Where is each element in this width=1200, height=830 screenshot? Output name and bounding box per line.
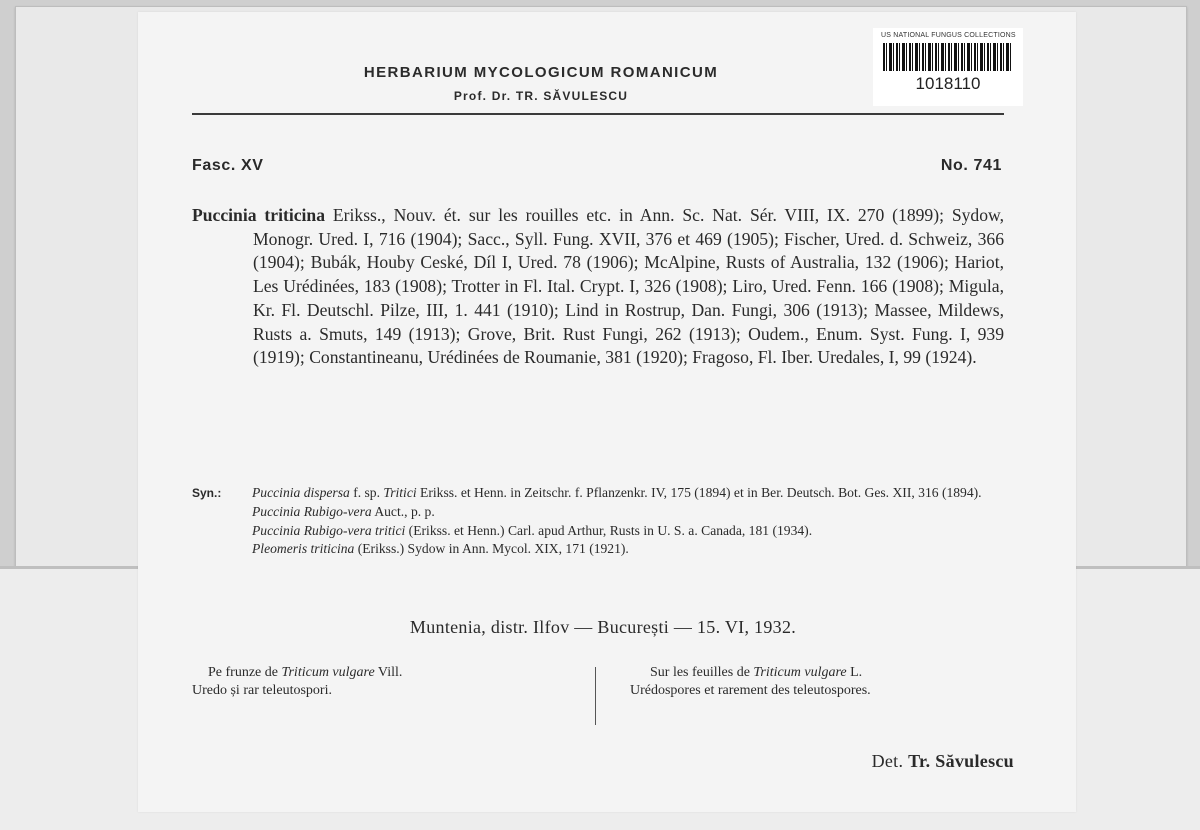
specimen-label <box>138 12 1076 812</box>
synonym-text: (Erikss.) Sydow in Ann. Mycol. XIX, 171 (1921). <box>354 541 629 557</box>
column-divider <box>595 667 596 725</box>
collection-locality: Muntenia, distr. Ilfov — București — 15. VI, 1932. <box>409 617 797 637</box>
synonym-entry <box>252 484 1004 503</box>
synonym-name: Pleomeris triticina <box>252 541 355 557</box>
host-post-ro: Vill. <box>374 665 403 680</box>
species-name: Puccinia triticina <box>192 205 325 225</box>
herbarium-subtitle: Prof. Dr. TR. SĂVULESCU <box>453 89 629 103</box>
spore-note-fr: Urédospores et rarement des teleutospores. <box>630 683 871 698</box>
synonym-text: (Erikss. et Henn.) Carl. apud Arthur, Rusts in U. S. a. Canada, 181 (1934). <box>405 522 813 538</box>
herbarium-title: HERBARIUM MYCOLOGICUM ROMANICUM <box>363 64 719 81</box>
citation-text: Erikss., Nouv. ét. sur les rouilles etc. in Ann. Sc. Nat. Sér. VIII, IX. 270 (1899); Sydow, Monogr. Ured. I, 716 (1904); Sacc., Syll. Fung. XVII, 376 et 469 (1905); Fischer, Ured. d. Schweiz, 366 (1904); Bubák, Houby Ceské, Díl I, Ured. 78 (1906); McAlpine, Rusts of Australia, 132 (1906); Hariot, Les Urédinées, 183 (1908); Trotter in Fl. Ital. Crypt. I, 326 (1908); Liro, Ured. Fenn. 166 (1908); Migula, Kr. Fl. Deutschl. Pilze, III, 1. 441 (1910); Lind in Rostrup, Dan. Fungi, 306 (1913); Massee, Mildews, Rusts a. Smuts, 149 (1913); Grove, Brit. Rust Fungi, 262 (1913); Oudem., Enum. Syst. Fung. I, 939 (1919); Constantineanu, Urédinées de Roumanie, 381 (1920); Fragoso, Fl. Iber. Uredales, I, 99 (1924). <box>253 205 1004 368</box>
spore-note-ro: Uredo și rar teleutospori. <box>192 683 332 698</box>
host-name-ro: Triticum vulgare <box>281 665 375 680</box>
host-line-fr <box>630 664 1016 682</box>
barcode-number: 1018110 <box>915 74 981 93</box>
host-pre-fr: Sur les feuilles de <box>650 665 754 680</box>
fascicle-label: Fasc. XV <box>192 157 264 174</box>
synonym-text: Auct., p. p. <box>371 503 435 519</box>
synonym-entry <box>252 503 1004 522</box>
synonyms-list <box>252 484 1004 559</box>
host-name-fr: Triticum vulgare <box>753 665 847 680</box>
host-post-fr: L. <box>846 665 863 680</box>
host-note-french <box>630 664 1016 700</box>
synonym-name: Puccinia dispersa <box>252 485 350 500</box>
determiner-name: Tr. Săvulescu <box>908 751 1014 771</box>
barcode-caption: US NATIONAL FUNGUS COLLECTIONS <box>881 32 1016 39</box>
host-line-ro <box>192 664 570 682</box>
determiner-prefix: Det. <box>871 751 909 771</box>
synonym-host: Tritici <box>383 485 417 500</box>
species-citation <box>192 204 1004 370</box>
synonym-mid: f. sp. <box>349 485 384 500</box>
synonym-name: Puccinia Rubigo-vera tritici <box>252 522 406 538</box>
synonym-name: Puccinia Rubigo-vera <box>252 503 372 519</box>
synonym-entry <box>252 540 1004 559</box>
synonyms-label: Syn.: <box>192 486 222 500</box>
synonym-text: Erikss. et Henn. in Zeitschr. f. Pflanzenkr. IV, 175 (1894) et in Ber. Deutsch. Bot. Ges. XII, 316 (1894). <box>416 485 982 500</box>
host-note-romanian <box>192 664 570 700</box>
specimen-number: No. 741 <box>940 157 1002 174</box>
synonym-entry <box>252 522 1004 541</box>
host-pre-ro: Pe frunze de <box>208 665 282 680</box>
determiner <box>872 751 1014 772</box>
header-divider <box>192 113 1004 115</box>
